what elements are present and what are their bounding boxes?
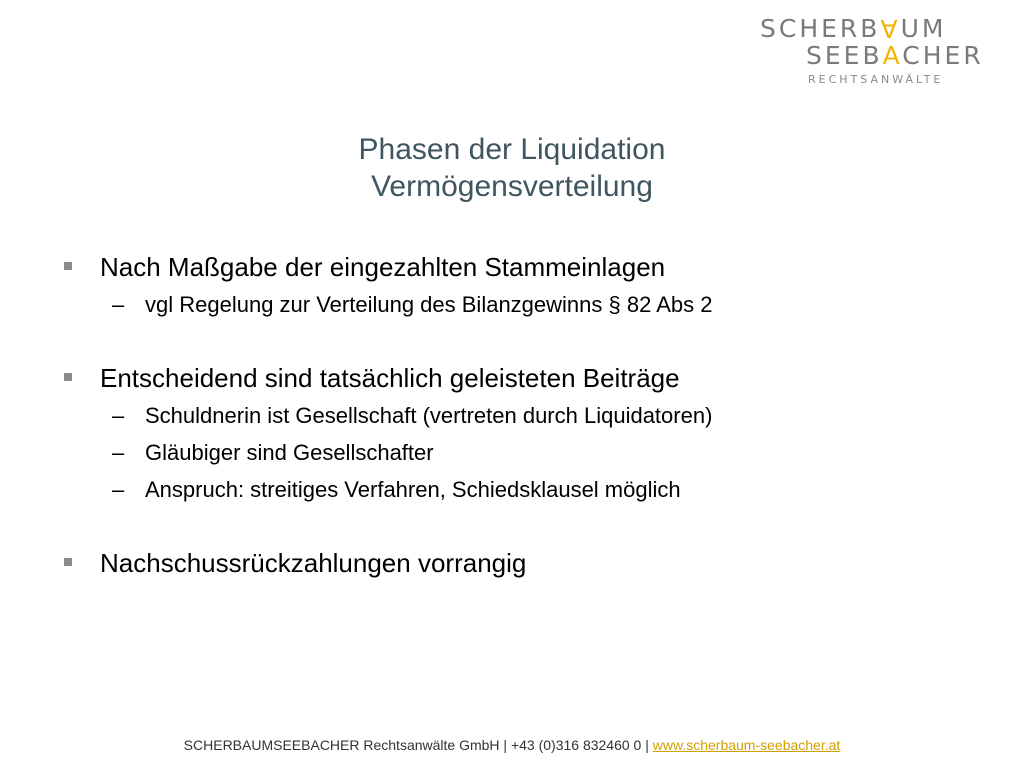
square-bullet-icon bbox=[64, 558, 72, 566]
sub-bullet-text: vgl Regelung zur Verteilung des Bilanzgewinns § 82 Abs 2 bbox=[145, 292, 713, 317]
logo-text: UM bbox=[900, 14, 947, 43]
footer-text: SCHERBAUMSEEBACHER Rechtsanwälte GmbH | +43 (0)316 832460 0 | bbox=[183, 737, 653, 753]
bullet-group bbox=[60, 248, 960, 323]
logo-line-seebacher bbox=[806, 43, 984, 68]
dash-bullet-icon: – bbox=[112, 477, 125, 502]
bullet-group bbox=[60, 359, 960, 508]
sub-bullet-item bbox=[60, 434, 960, 471]
logo-accent-letter: A bbox=[882, 41, 903, 70]
bullet-group bbox=[60, 544, 960, 582]
bullet-text: Entscheidend sind tatsächlich geleisteten Beiträge bbox=[100, 363, 680, 393]
sub-bullet-text: Anspruch: streitiges Verfahren, Schiedsklausel möglich bbox=[145, 477, 681, 502]
slide-title bbox=[0, 131, 1024, 205]
sub-bullet-text: Schuldnerin ist Gesellschaft (vertreten durch Liquidatoren) bbox=[145, 403, 713, 428]
bullet-text: Nachschussrückzahlungen vorrangig bbox=[100, 548, 527, 578]
logo-text: SEEB bbox=[806, 41, 883, 70]
logo-text: SCHERB bbox=[760, 14, 881, 43]
square-bullet-icon bbox=[64, 262, 72, 270]
square-bullet-icon bbox=[64, 373, 72, 381]
website-link[interactable]: www.scherbaum-seebacher.at bbox=[652, 737, 841, 753]
sub-bullet-item bbox=[60, 397, 960, 434]
sub-bullet-item bbox=[60, 471, 960, 508]
slide-footer bbox=[0, 737, 1024, 753]
slide-title-line-1: Phasen der Liquidation bbox=[358, 133, 666, 166]
logo-line-scherbaum bbox=[760, 16, 946, 41]
bullet-item bbox=[60, 248, 960, 286]
bullet-item bbox=[60, 359, 960, 397]
dash-bullet-icon: – bbox=[112, 440, 125, 465]
logo-subtitle: RECHTSANWÄLTE bbox=[808, 73, 944, 86]
bullet-text: Nach Maßgabe der eingezahlten Stammeinlagen bbox=[100, 252, 666, 282]
dash-bullet-icon: – bbox=[112, 403, 125, 428]
dash-bullet-icon: – bbox=[112, 292, 125, 317]
logo-text: CHER bbox=[902, 41, 984, 70]
slide-content bbox=[60, 248, 960, 582]
sub-bullet-text: Gläubiger sind Gesellschafter bbox=[145, 440, 434, 465]
bullet-item bbox=[60, 544, 960, 582]
sub-bullet-item bbox=[60, 286, 960, 323]
slide-title-line-2: Vermögensverteilung bbox=[371, 170, 653, 203]
logo-accent-letter: A bbox=[880, 14, 901, 43]
company-logo bbox=[760, 12, 992, 92]
